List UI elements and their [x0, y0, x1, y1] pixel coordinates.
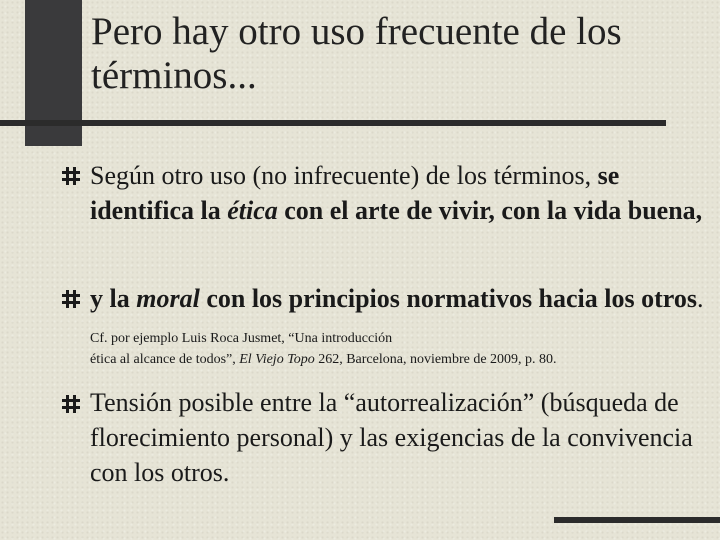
citation-part-a: ética al alcance de todos”,: [90, 352, 240, 367]
citation-line-1: Cf. por ejemplo Luis Roca Jusmet, “Una introducción: [90, 331, 393, 346]
bullet-marker-icon: [62, 167, 80, 185]
bullet-marker-icon: [62, 395, 80, 413]
bullet-1-bold-a: se identifica la: [90, 161, 620, 225]
bullet-2-moral: moral: [136, 284, 200, 313]
bullet-1-lead: Según otro uso (no infrecuente) de los términos,: [90, 161, 598, 190]
citation-journal: El Viejo Topo: [239, 352, 315, 367]
bullet-2-bold-b: con los principios normativos hacia los otros: [199, 284, 697, 313]
bullet-1-ethics: ética: [227, 196, 278, 225]
bullet-1-bold-b: con el arte de vivir, con la vida buena,: [277, 196, 703, 225]
bullet-2-period: .: [696, 284, 704, 313]
title-divider: [0, 120, 666, 126]
citation-part-c: 262, Barcelona, noviembre de 2009, p. 80.: [314, 352, 557, 367]
bullet-marker-icon: [62, 290, 80, 308]
bullet-2: [90, 281, 710, 351]
footer-divider: [554, 517, 720, 523]
bullet-3: Tensión posible entre la “autorrealización” (búsqueda de florecimiento personal) y las exigencias de la convivencia con los otros.: [90, 388, 693, 487]
citation-line-2: [90, 352, 557, 368]
bullet-2-bold-a: y la: [90, 284, 137, 313]
bullet-1: [90, 158, 710, 228]
slide-title: Pero hay otro uso frecuente de los términos...: [91, 10, 622, 97]
